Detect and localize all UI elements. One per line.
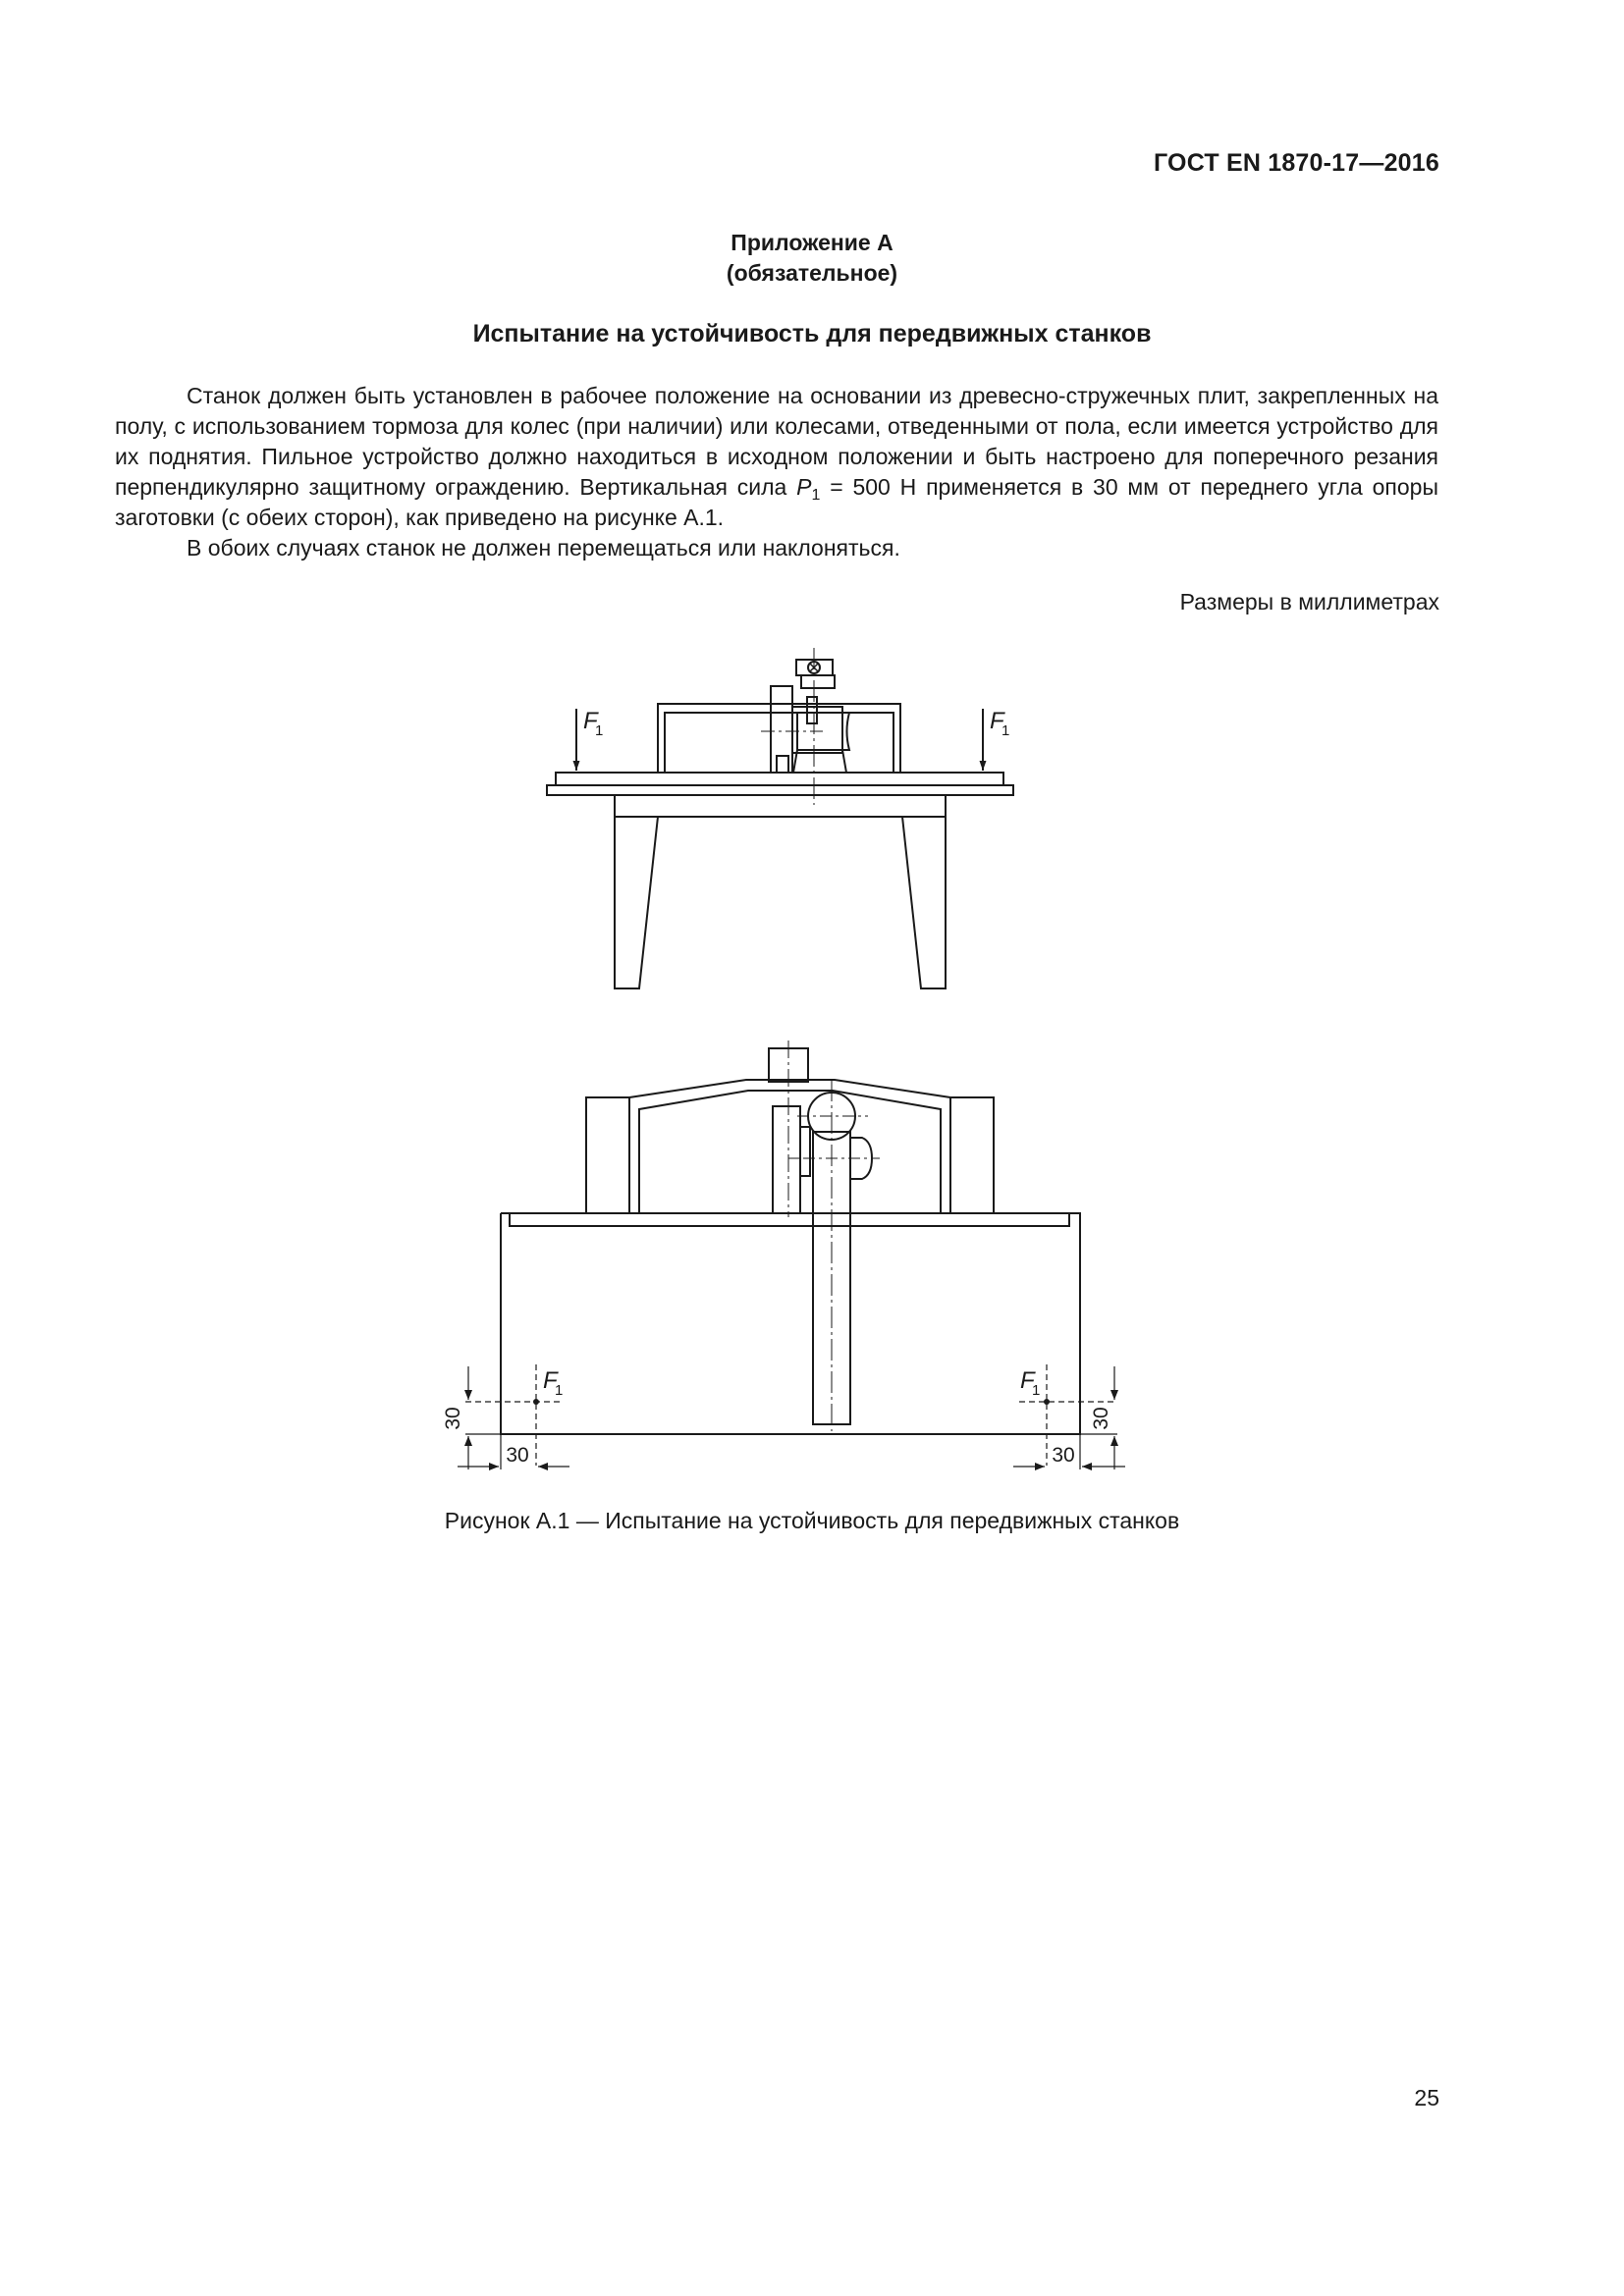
- force-label-front-left: F: [583, 708, 598, 734]
- dim-label-right-horizontal: 30: [1052, 1444, 1075, 1467]
- paragraph-1-part-2: = 500 Н применяется в 30 мм от переднего угла опоры заготовки (с обеих сторон), как приведено на рисунке А.1.: [115, 474, 1438, 530]
- figure-caption: Рисунок А.1 — Испытание на устойчивость для передвижных станков: [444, 1508, 1180, 1533]
- back-wing-left: [586, 1097, 629, 1213]
- base-outline: [501, 1213, 1080, 1434]
- motor-cap: [842, 713, 849, 750]
- force-label-top-right: F: [1020, 1367, 1035, 1394]
- arm-tab: [807, 697, 817, 723]
- table-apron: [615, 795, 946, 817]
- page-number: 25: [1414, 2085, 1439, 2110]
- guard-frame-outer: [658, 704, 900, 773]
- arm-upper: [801, 675, 835, 688]
- blade-disc: [773, 1106, 800, 1213]
- top-view: [501, 1041, 1080, 1434]
- back-wing-right: [950, 1097, 994, 1213]
- guard-frame-inner: [665, 713, 893, 773]
- paragraph-1-part-1: Станок должен быть установлен в рабочее положение на основании из древесно-стружечных плит, закрепленных на полу, с использованием тормоза для колес (при наличии) или колесами, отведенными от пола, если имеется устройство для их поднятия. Пильное устройство должно находиться в исходном положении и быть настроено для поперечного резания перпендикулярно защитному ограждению. Вертикальная сила: [115, 383, 1438, 500]
- force-label-front-right: F: [990, 708, 1004, 734]
- dimensions-note: Размеры в миллиметрах: [1179, 589, 1439, 614]
- dim-label-left-vertical: 30: [442, 1407, 464, 1430]
- force-sub-top-left: 1: [555, 1382, 564, 1399]
- guard-arch-outer: [629, 1080, 950, 1213]
- force-symbol-p: P: [796, 474, 812, 500]
- annex-title: Приложение А: [731, 230, 893, 255]
- blade-foot: [777, 756, 788, 773]
- guard-arch-inner: [639, 1091, 941, 1213]
- force-sub-front-left: 1: [595, 722, 604, 739]
- right-leg: [902, 817, 946, 988]
- force-sub-top-right: 1: [1032, 1382, 1041, 1399]
- left-leg: [615, 817, 658, 988]
- paragraph-2: В обоих случаях станок не должен перемещаться или наклоняться.: [187, 535, 900, 561]
- annex-status: (обязательное): [726, 260, 898, 286]
- blade-hub: [800, 1127, 810, 1176]
- fence: [510, 1213, 1069, 1226]
- force-point-right: [1044, 1399, 1050, 1405]
- standard-code: ГОСТ EN 1870-17—2016: [1154, 149, 1439, 177]
- table-top-upper: [556, 773, 1003, 785]
- force-point-left: [533, 1399, 539, 1405]
- force-sub-front-right: 1: [1001, 722, 1010, 739]
- front-view: [547, 648, 1013, 988]
- force-subscript: 1: [811, 487, 821, 504]
- section-title: Испытание на устойчивость для передвижных станков: [472, 320, 1152, 347]
- table-top-lower: [547, 785, 1013, 795]
- dim-label-right-vertical: 30: [1090, 1407, 1112, 1430]
- dim-label-left-horizontal: 30: [506, 1444, 529, 1467]
- force-label-top-left: F: [543, 1367, 558, 1394]
